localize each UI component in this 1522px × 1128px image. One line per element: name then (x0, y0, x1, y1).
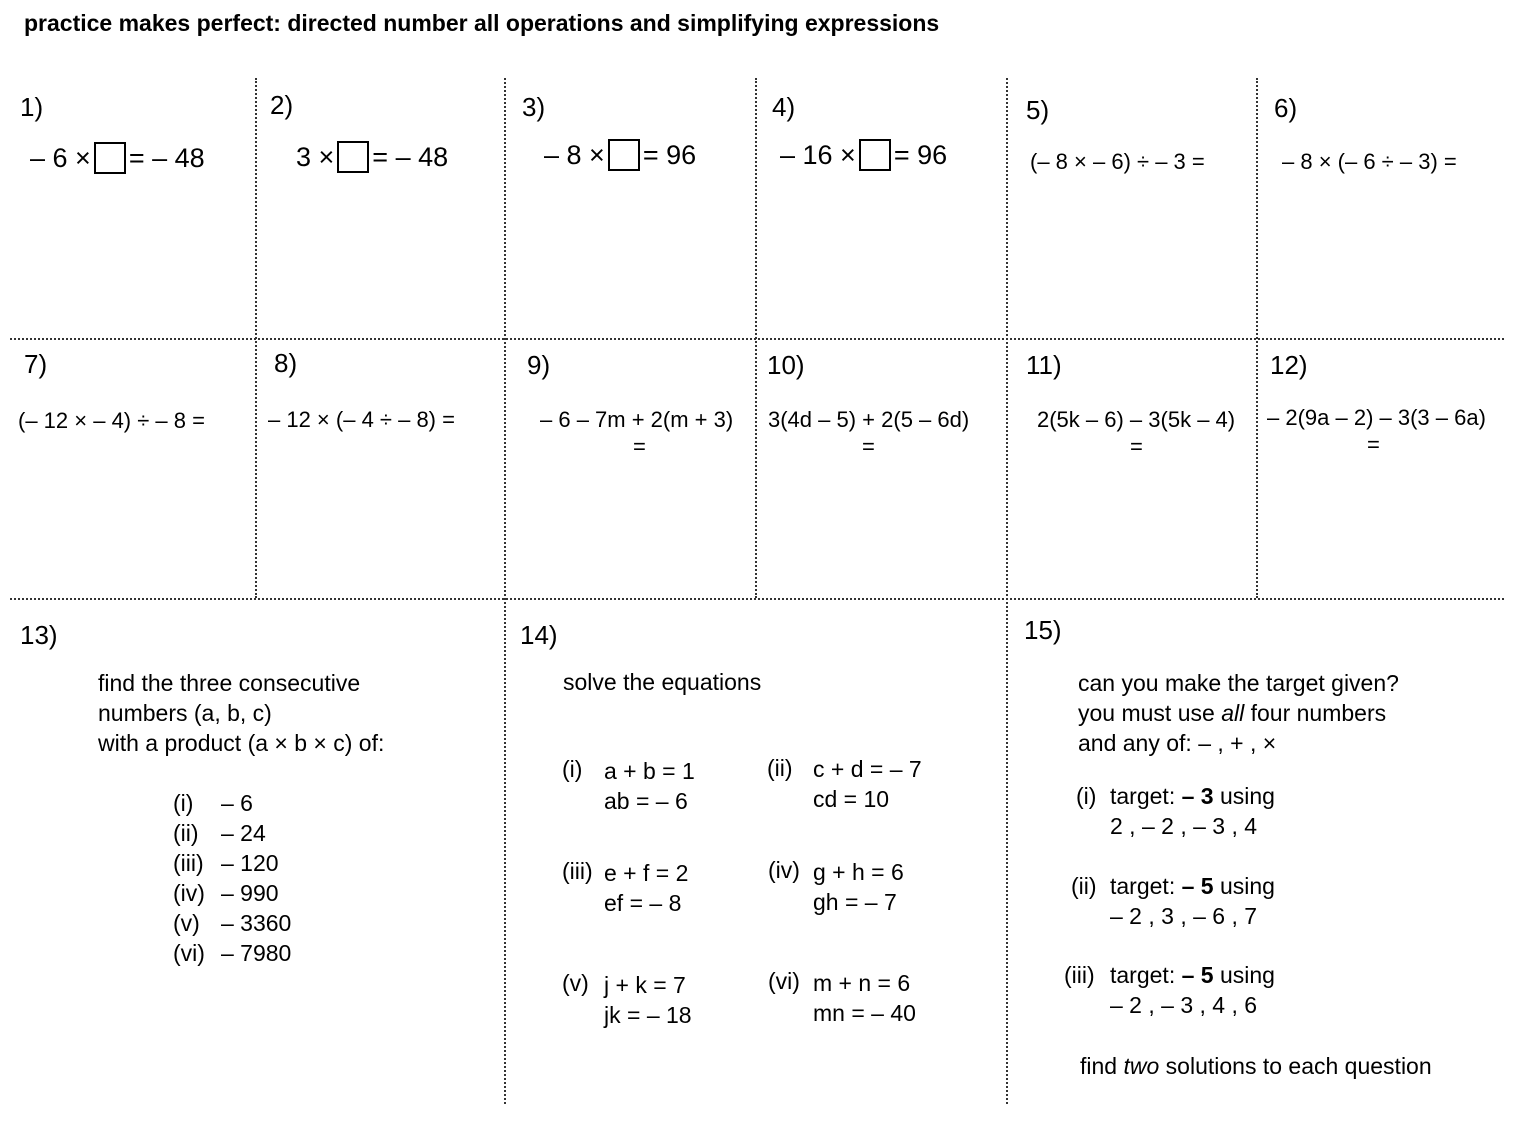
answer-box[interactable] (608, 139, 640, 171)
equation-line: mn = – 40 (813, 1000, 916, 1026)
equation-line: ab = – 6 (604, 788, 688, 814)
target-item: target: – 5 using – 2 , – 3 , 4 , 6 (1110, 962, 1275, 1018)
equation-label: (v) (562, 970, 589, 996)
question-number: 13) (20, 620, 58, 650)
question-14-intro: solve the equations (563, 669, 762, 695)
target-numbers: – 2 , – 3 , 4 , 6 (1110, 992, 1258, 1018)
divider-row-1 (10, 338, 1504, 340)
equation-pair (813, 857, 904, 917)
item-label: (v) (173, 910, 200, 936)
item-label: (vi) (173, 940, 205, 966)
equation-pair (604, 756, 695, 816)
question-number: 11) (1026, 350, 1062, 380)
target-item: target: – 5 using – 2 , 3 , – 6 , 7 (1110, 873, 1275, 929)
question-5-expression: (– 8 × – 6) ÷ – 3 = (1030, 149, 1205, 174)
item-value: – 120 (221, 850, 279, 876)
question-number: 9) (527, 350, 551, 380)
item-label: (ii) (173, 820, 199, 846)
divider-col-5 (1256, 78, 1258, 598)
item-value: – 990 (221, 880, 279, 906)
target-label: (i) (1076, 783, 1097, 809)
equation-line: e + f = 2 (604, 860, 689, 886)
instruction-line: you must use all four numbers (1078, 700, 1387, 726)
question-number: 2) (270, 90, 294, 120)
equation-pair (604, 858, 688, 918)
question-number: 12) (1270, 350, 1308, 380)
equation-line: jk = – 18 (604, 1002, 692, 1028)
question-2-expression (296, 142, 448, 175)
question-number: 15) (1024, 615, 1062, 645)
equation-pair (813, 754, 922, 814)
question-number: 6) (1274, 93, 1298, 123)
list-item (173, 938, 291, 968)
equation-label: (iv) (768, 857, 800, 883)
question-number: 3) (522, 92, 546, 122)
equation-label: (iii) (562, 858, 593, 884)
target-value: – 3 (1181, 783, 1214, 809)
item-value: – 24 (221, 820, 266, 846)
instruction-line: can you make the target given? (1078, 670, 1399, 696)
divider-col-1 (255, 78, 257, 598)
question-11-expression: 2(5k – 6) – 3(5k – 4) (1037, 407, 1236, 432)
equation-line: ef = – 8 (604, 890, 682, 916)
list-item (173, 788, 291, 818)
question-15-instructions (1078, 668, 1399, 758)
expression-right: = – 48 (128, 143, 205, 173)
equals-sign: = (633, 434, 646, 459)
divider-row-2 (10, 598, 1504, 600)
question-12-expression: – 2(9a – 2) – 3(3 – 6a) (1267, 405, 1486, 430)
item-label: (iv) (173, 880, 205, 906)
equation-pair (604, 970, 692, 1030)
target-label: (ii) (1071, 873, 1097, 899)
equals-sign: = (862, 434, 875, 459)
question-number: 8) (274, 348, 298, 378)
question-6-expression: – 8 × (– 6 ÷ – 3) = (1282, 149, 1457, 174)
answer-box[interactable] (337, 141, 369, 173)
answer-box[interactable] (94, 142, 126, 174)
equals-sign: = (1367, 432, 1380, 457)
question-number: 14) (520, 620, 558, 650)
expression-left: – 16 × (780, 140, 856, 170)
instruction-line: find the three consecutive (98, 670, 361, 696)
item-value: – 3360 (221, 910, 292, 936)
divider-col-4 (1006, 78, 1008, 1104)
question-9-expression: – 6 – 7m + 2(m + 3) (540, 407, 734, 432)
question-13-instructions (98, 668, 384, 758)
equation-line: gh = – 7 (813, 889, 897, 915)
instruction-line: numbers (a, b, c) (98, 700, 272, 726)
equation-line: g + h = 6 (813, 859, 904, 885)
question-number: 1) (20, 92, 44, 122)
item-label: (i) (173, 790, 194, 816)
expression-left: – 6 × (30, 143, 91, 173)
expression-left: – 8 × (544, 140, 605, 170)
equation-line: j + k = 7 (604, 972, 686, 998)
item-label: (iii) (173, 850, 204, 876)
target-numbers: – 2 , 3 , – 6 , 7 (1110, 903, 1258, 929)
item-value: – 7980 (221, 940, 292, 966)
question-number: 7) (24, 349, 48, 379)
equation-line: m + n = 6 (813, 970, 911, 996)
equation-label: (ii) (767, 755, 793, 781)
item-value: – 6 (221, 790, 253, 816)
instruction-line: with a product (a × b × c) of: (98, 730, 385, 756)
list-item (173, 908, 291, 938)
question-8-expression: – 12 × (– 4 ÷ – 8) = (268, 407, 455, 432)
equation-line: c + d = – 7 (813, 756, 922, 782)
divider-col-3 (755, 78, 757, 598)
target-value: – 5 (1181, 962, 1214, 988)
equation-label: (vi) (768, 968, 800, 994)
expression-right: = 96 (893, 140, 948, 170)
question-number: 10) (767, 350, 805, 380)
target-item: target: – 3 using 2 , – 2 , – 3 , 4 (1110, 783, 1275, 839)
question-13-list (173, 788, 291, 968)
equation-line: a + b = 1 (604, 758, 695, 784)
list-item (173, 818, 291, 848)
target-value: – 5 (1181, 873, 1214, 899)
target-numbers: 2 , – 2 , – 3 , 4 (1110, 813, 1258, 839)
question-number: 5) (1026, 95, 1050, 125)
question-7-expression: (– 12 × – 4) ÷ – 8 = (18, 408, 205, 433)
list-item (173, 878, 291, 908)
question-3-expression (544, 140, 696, 173)
target-label: (iii) (1064, 962, 1095, 988)
expression-left: 3 × (296, 142, 335, 172)
equation-label: (i) (562, 756, 583, 782)
divider-col-2 (504, 78, 506, 1104)
expression-right: = 96 (642, 140, 697, 170)
equation-line: cd = 10 (813, 786, 890, 812)
question-4-expression (780, 140, 947, 173)
equals-sign: = (1130, 434, 1143, 459)
question-number: 4) (772, 92, 796, 122)
question-15-footer: find two solutions to each question (1080, 1053, 1432, 1079)
expression-right: = – 48 (372, 142, 449, 172)
equation-pair (813, 968, 916, 1028)
list-item (173, 848, 291, 878)
question-10-expression: 3(4d – 5) + 2(5 – 6d) (768, 407, 970, 432)
question-1-expression (30, 143, 205, 176)
instruction-line: and any of: – , + , × (1078, 730, 1277, 756)
worksheet-title: practice makes perfect: directed number all operations and simplifying expressions (24, 10, 940, 36)
answer-box[interactable] (859, 139, 891, 171)
